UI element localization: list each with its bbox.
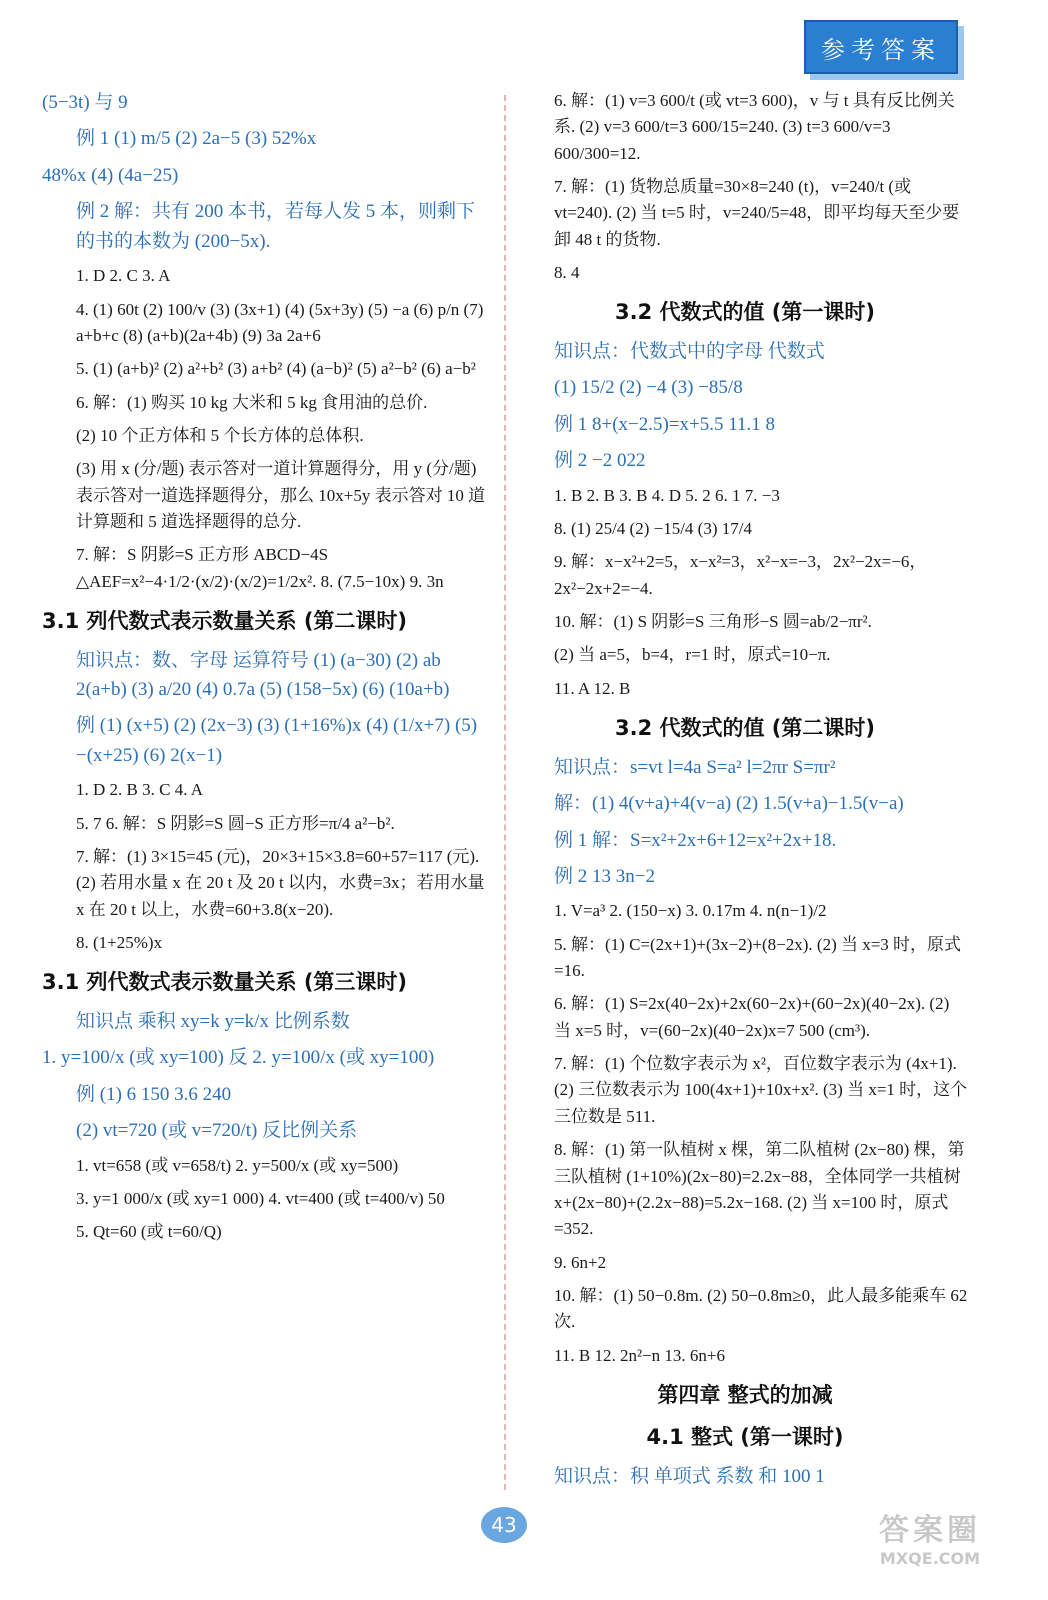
left-answer-line: 例 (1) (x+5) (2) (2x−3) (3) (1+16%)x (4) (1/x+7) (5) −(x+25) (6) 2(x−1) — [76, 715, 478, 766]
left-answer-line: 1. D 2. C 3. A — [76, 266, 171, 286]
right-answer-line: 例 1 8+(x−2.5)=x+5.5 11.1 8 — [554, 413, 776, 435]
right-answer-line: 9. 6n+2 — [554, 1252, 607, 1272]
right-answer-line: 1. V=a³ 2. (150−x) 3. 0.17m 4. n(n−1)/2 — [554, 901, 827, 921]
right-answer-line: 11. B 12. 2n²−n 13. 6n+6 — [554, 1345, 725, 1365]
left-answer-line: 4. (1) 60t (2) 100/v (3) (3x+1) (4) (5x+3y) (5) −a (6) p/n (7) a+b+c (8) (a+b)(2a+4b) (9) 3a 2a+6 — [76, 299, 484, 345]
right-answer-line: (1) 15/2 (2) −4 (3) −85/8 — [554, 377, 743, 399]
left-answer-line: 知识点 乘积 xy=k y=k/x 比例系数 — [76, 1010, 350, 1032]
left-answer-line: (2) 10 个正方体和 5 个长方体的总体积. — [76, 425, 364, 445]
right-answer-line: 例 2 −2 022 — [554, 450, 646, 472]
right-answer-line: 8. (1) 25/4 (2) −15/4 (3) 17/4 — [554, 519, 752, 539]
right-answer-line: 6. 解：(1) v=3 600/t (或 vt=3 600)，v 与 t 具有反比例关系. (2) v=3 600/t=3 600/15=240. (3) t=3 600/v=3 600/300=12. — [554, 91, 955, 163]
right-answer-line: 11. A 12. B — [554, 678, 631, 698]
left-answer-line: (5−3t) 与 9 — [42, 92, 128, 113]
right-answer-line: 例 2 13 3n−2 — [554, 865, 655, 887]
right-answer-line: 例 1 解：S=x²+2x+6+12=x²+2x+18. — [554, 829, 837, 851]
watermark — [845, 1505, 1015, 1575]
right-answer-line: 第四章 整式的加减 — [657, 1382, 833, 1407]
left-answer-line: 8. (1+25%)x — [76, 932, 163, 952]
left-answer-line: 7. 解：(1) 3×15=45 (元)，20×3+15×3.8=60+57=117 (元). (2) 若用水量 x 在 20 t 及 20 t 以内，水费=3x；若用水量 x 在 20 t 以上，水费=60+3.8(x−20). — [76, 846, 485, 919]
left-answer-line: 5. Qt=60 (或 t=60/Q) — [76, 1222, 222, 1242]
right-answer-line: 知识点：积 单项式 系数 和 100 1 — [554, 1466, 825, 1487]
right-answer-line: 解：(1) 4(v+a)+4(v−a) (2) 1.5(v+a)−1.5(v−a) — [554, 793, 904, 815]
watermark-logo: 答案圈 — [879, 1513, 981, 1548]
right-answer-line: 9. 解：x−x²+2=5，x−x²=3，x²−x=−3，2x²−2x=−6，2x²−2x+2=−4. — [554, 552, 927, 598]
left-answer-line: 1. vt=658 (或 v=658/t) 2. y=500/x (或 xy=500) — [76, 1155, 399, 1175]
right-answer-line: 7. 解：(1) 个位数字表示为 x²，百位数字表示为 (4x+1). (2) 三位数表示为 100(4x+1)+10x+x². (3) 当 x=1 时，这个三位数是 511. — [554, 1054, 968, 1126]
left-answer-line: 知识点：数、字母 运算符号 (1) (a−30) (2) ab 2(a+b) (3) a/20 (4) 0.7a (5) (158−5x) (6) (10a+b) — [76, 649, 450, 700]
right-answer-line: 8. 4 — [554, 263, 580, 283]
left-answer-line: 7. 解：S 阴影=S 正方形 ABCD−4S △AEF=x²−4·1/2·(x/2)·(x/2)=1/2x². 8. (7.5−10x) 9. 3n — [76, 545, 444, 591]
right-answer-line: 7. 解：(1) 货物总质量=30×8=240 (t)，v=240/t (或 vt=240). (2) 当 t=5 时，v=240/5=48，即平均每天至少要卸 48 t 的货物. — [554, 177, 960, 249]
left-answer-line: 5. 7 6. 解：S 阴影=S 圆−S 正方形=π/4 a²−b². — [76, 813, 395, 833]
right-answer-line: 10. 解：(1) S 阴影=S 三角形−S 圆=ab/2−πr². — [554, 612, 872, 632]
right-answer-line: 4.1 整式 (第一课时) — [646, 1425, 844, 1450]
left-answer-line: 3.1 列代数式表示数量关系 (第二课时) — [42, 608, 408, 633]
right-answer-line: 5. 解：(1) C=(2x+1)+(3x−2)+(8−2x). (2) 当 x=3 时，原式=16. — [554, 934, 962, 981]
left-column — [42, 88, 490, 1253]
right-column — [520, 88, 970, 1498]
right-answer-line: 知识点：代数式中的字母 代数式 — [554, 340, 825, 362]
left-answer-line: 5. (1) (a+b)² (2) a²+b² (3) a+b² (4) (a−b)² (5) a²−b² (6) a−b² — [76, 359, 476, 379]
left-answer-line: 48%x (4) (4a−25) — [42, 164, 179, 186]
left-answer-line: 1. y=100/x (或 xy=100) 反 2. y=100/x (或 xy=100) — [42, 1047, 435, 1069]
left-answer-line: 3.1 列代数式表示数量关系 (第三课时) — [42, 970, 408, 995]
left-answer-line: 6. 解：(1) 购买 10 kg 大米和 5 kg 食用油的总价. — [76, 392, 428, 412]
left-answer-line: 例 1 (1) m/5 (2) 2a−5 (3) 52%x — [76, 128, 317, 150]
right-answer-line: 1. B 2. B 3. B 4. D 5. 2 6. 1 7. −3 — [554, 485, 780, 505]
column-divider — [504, 95, 506, 1490]
right-answer-line: 知识点：s=vt l=4a S=a² l=2πr S=πr² — [554, 756, 836, 778]
reference-answer-badge: 参考答案 — [804, 20, 958, 74]
right-answer-line: 10. 解：(1) 50−0.8m. (2) 50−0.8m≥0，此人最多能乘车 62 次. — [554, 1285, 968, 1332]
left-answer-line: 例 (1) 6 150 3.6 240 — [76, 1083, 232, 1105]
right-answer-line: 3.2 代数式的值 (第一课时) — [614, 300, 876, 325]
watermark-url: MXQE.COM — [879, 1549, 981, 1568]
right-answer-line: 3.2 代数式的值 (第二课时) — [614, 716, 876, 741]
right-answer-line: 8. 解：(1) 第一队植树 x 棵，第二队植树 (2x−80) 棵，第三队植树 (1+10%)(2x−80)=2.2x−88，全体同学一共植树 x+(2x−80)+(2.2x−88)=5.2x−168. (2) 当 x=100 时，原式=352. — [554, 1140, 965, 1239]
left-answer-line: (2) vt=720 (或 v=720/t) 反比例关系 — [76, 1120, 358, 1142]
left-answer-line: 1. D 2. B 3. C 4. A — [76, 780, 204, 800]
right-answer-line: (2) 当 a=5，b=4，r=1 时，原式=10−π. — [554, 645, 831, 665]
left-answer-line: (3) 用 x (分/题) 表示答对一道计算题得分，用 y (分/题) 表示答对一道选择题得分，那么 10x+5y 表示答对 10 道计算题和 5 道选择题得的总分. — [76, 459, 486, 531]
right-answer-line: 6. 解：(1) S=2x(40−2x)+2x(60−2x)+(60−2x)(40−2x). (2) 当 x=5 时，v=(60−2x)(40−2x)x=7 500 (cm³). — [554, 994, 950, 1040]
page-number: 43 — [481, 1507, 527, 1543]
left-answer-line: 例 2 解：共有 200 本书，若每人发 5 本，则剩下的书的本数为 (200−5x). — [76, 201, 476, 252]
left-answer-line: 3. y=1 000/x (或 xy=1 000) 4. vt=400 (或 t=400/v) 50 — [76, 1188, 445, 1208]
